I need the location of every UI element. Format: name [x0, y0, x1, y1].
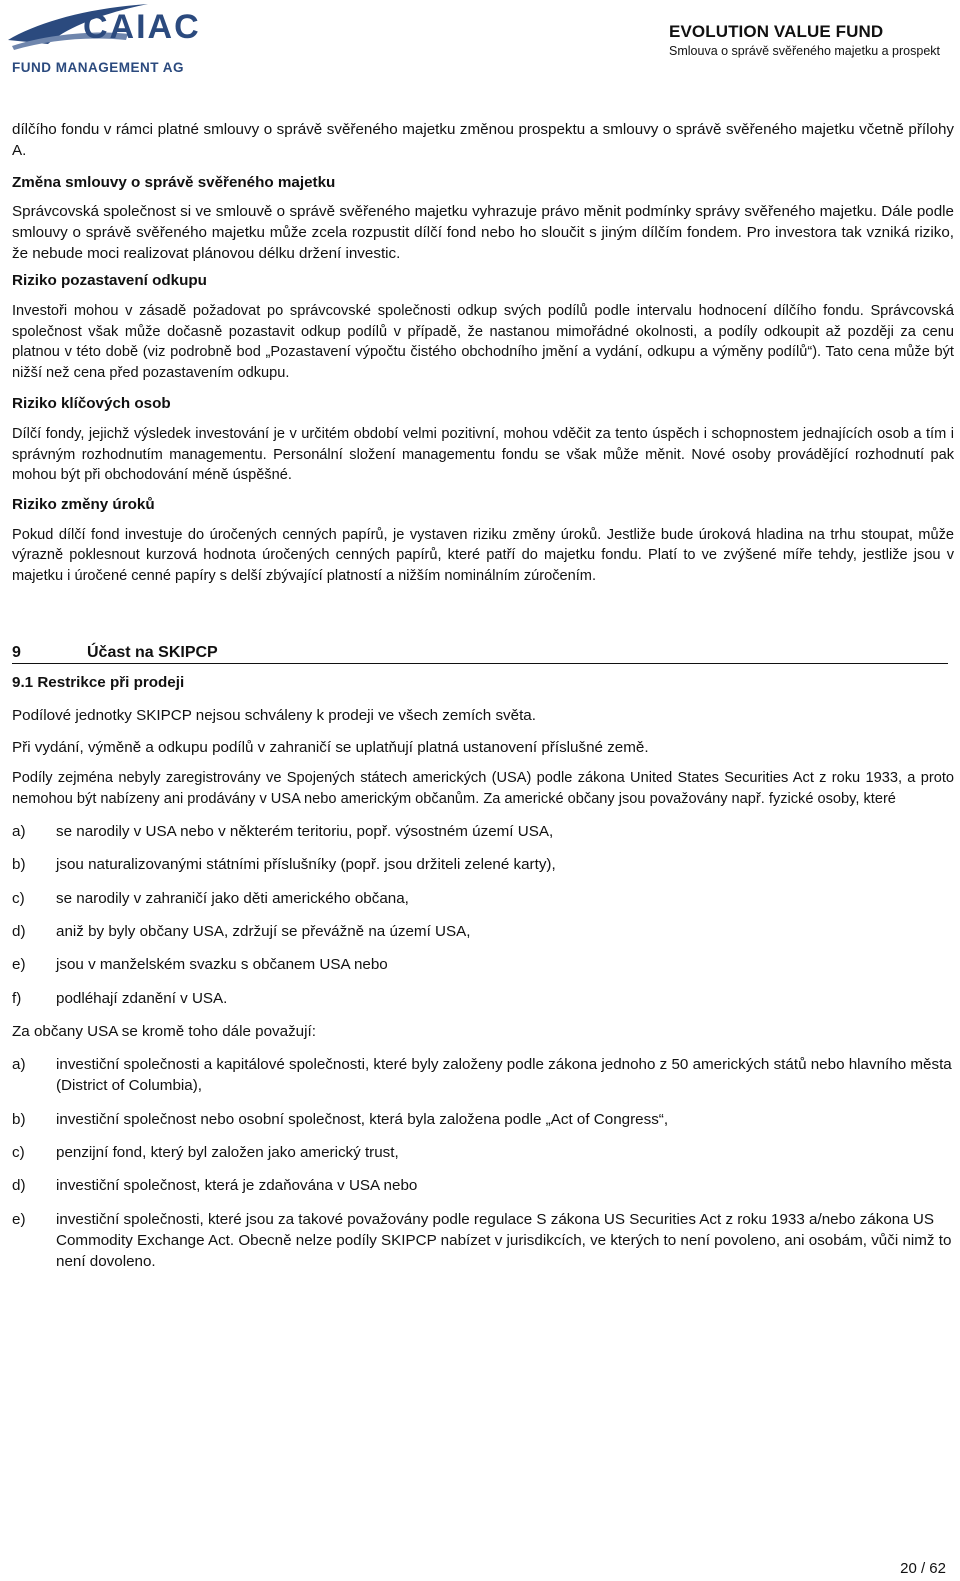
- list-item: [12, 1142, 954, 1163]
- list-item-text: se narodily v zahraničí jako děti amerického občana,: [56, 889, 409, 907]
- page-number: 20 / 62: [900, 1560, 946, 1577]
- sale-restriction-paragraph-2: Při vydání, výměně a odkupu podílů v zahraničí se uplatňují platná ustanovení příslušné země.: [12, 738, 649, 756]
- section-heading-interest-change: Riziko změny úroků: [12, 495, 155, 513]
- us-entities-list: [12, 1054, 954, 1272]
- also-considered-paragraph: Za občany USA se kromě toho dále považují:: [12, 1022, 316, 1040]
- list-item-label: b): [12, 1110, 26, 1128]
- list-item-label: e): [12, 1210, 26, 1228]
- list-item: [12, 888, 954, 909]
- section-heading-redemption-suspension: Riziko pozastavení odkupu: [12, 272, 207, 290]
- fund-subtitle: Smlouva o správě svěřeného majetku a prospekt: [669, 44, 940, 58]
- list-item: [12, 921, 954, 942]
- list-item-text: investiční společnosti, které jsou za takové považovány podle regulace S zákona US Securities Act z roku 1933 a/nebo zákona US Commodity Exchange Act. Obecně nelze podíly SKIPCP nabízet v jurisdikcích, ve kterých to není povoleno, ani osobám, vůči nimž to není dovoleno.: [56, 1210, 952, 1271]
- list-item-label: a): [12, 823, 26, 841]
- list-item-label: d): [12, 922, 26, 940]
- us-persons-list: [12, 821, 954, 1009]
- list-item-text: se narodily v USA nebo v některém teritoriu, popř. výsostném území USA,: [56, 823, 554, 841]
- chapter-number: 9: [12, 644, 21, 662]
- list-item: [12, 1109, 954, 1130]
- logo-wordmark: CAIAC: [83, 8, 201, 46]
- sale-restriction-paragraph-3: Podíly zejména nebyly zaregistrovány ve Spojených státech amerických (USA) podle zákona United States Securities Act z roku 1933, a proto nemohou být nabízeny ani prodávány v USA nebo americkým občanům. Za americké občany jsou považovány např. fyzické osoby, které: [12, 770, 954, 807]
- list-item: [12, 1209, 954, 1273]
- list-item: [12, 954, 954, 975]
- list-item: [12, 1175, 954, 1196]
- list-item-text: penzijní fond, který byl založen jako americký trust,: [56, 1144, 399, 1162]
- list-item-label: c): [12, 889, 25, 907]
- list-item-label: e): [12, 956, 26, 974]
- interest-change-paragraph: Pokud dílčí fond investuje do úročených cenných papírů, je vystaven riziku změny úroků. Jestliže bude úroková hladina na trhu stoupat, může výrazně poklesnout kurzová hodnota úročených cenných papírů, které patří do majetku fondu. Platí to ve zvýšené míře tehdy, jestliže jsou v majetku i úročené cenné papíry s delší zbývající platností a nižším nominálním zúročením.: [12, 526, 954, 584]
- fund-name: EVOLUTION VALUE FUND: [669, 22, 884, 41]
- list-item-text: investiční společnosti a kapitálové společnosti, které byly založeny podle zákona jednoho z 50 amerických států nebo hlavního města (District of Columbia),: [56, 1056, 952, 1095]
- list-item-text: investiční společnost nebo osobní společnost, která byla založena podle „Act of Congress“,: [56, 1110, 669, 1128]
- page-header: [0, 0, 960, 80]
- redemption-suspension-paragraph: Investoři mohou v zásadě požadovat po správcovské společnosti odkup svých podílů podle intervalu hodnocení dílčího fondu. Správcovská společnost však může dočasně pozastavit odkup podílů v případě, že nastanou mimořádné okolnosti, a podíly odkoupit až později za cenu platnou v této době (viz podrobně bod „Pozastavení výpočtu čistého obchodního jmění a vydání, odkupu a výměny podílů“). Tato cena může být nižší než cena před pozastavením odkupu.: [12, 303, 954, 381]
- key-persons-paragraph: Dílčí fondy, jejichž výsledek investování je v určitém období velmi pozitivní, mohou vděčit za tento úspěch i schopnostem jednajících osob a tím i správným rozhodnutím managementu. Personální složení managementu fondu se však může měnit. Nové osoby provádějící rozhodnutí pak mohou být při obchodování méně úspěšné.: [12, 426, 954, 484]
- intro-paragraph: dílčího fondu v rámci platné smlouvy o správě svěřeného majetku změnou prospektu a smlouvy o správě svěřeného majetku včetně přílohy A.: [12, 121, 954, 160]
- section-heading-key-persons: Riziko klíčových osob: [12, 395, 171, 413]
- header-fund-title: [669, 22, 940, 58]
- company-logo: [8, 0, 223, 76]
- list-item-label: b): [12, 856, 26, 874]
- list-item-text: podléhají zdanění v USA.: [56, 989, 228, 1007]
- document-body: [12, 119, 954, 1273]
- contract-change-paragraph: Správcovská společnost si ve smlouvě o správě svěřeného majetku vyhrazuje právo měnit podmínky správy svěřeného majetku. Dále podle smlouvy o správě svěřeného majetku může zcela rozpustit dílčí fond nebo ho sloučit s jiným dílčím fondem. Pro investora tak vzniká riziko, že nebude moci realizovat plánovou délku držení investic.: [12, 202, 954, 263]
- list-item-label: f): [12, 989, 22, 1007]
- list-item: [12, 854, 954, 875]
- list-item: [12, 988, 954, 1009]
- section-heading-contract-change: Změna smlouvy o správě svěřeného majetku: [12, 173, 336, 191]
- chapter-title: Účast na SKIPCP: [87, 644, 218, 662]
- list-item: [12, 1054, 954, 1097]
- caiac-logo-graphic: [8, 0, 223, 76]
- subsection-heading: 9.1 Restrikce při prodeji: [12, 674, 185, 692]
- list-item: [12, 821, 954, 842]
- list-item-text: jsou v manželském svazku s občanem USA nebo: [56, 956, 388, 974]
- list-item-text: jsou naturalizovanými státními příslušníky (popř. jsou držiteli zelené karty),: [56, 856, 556, 874]
- list-item-label: d): [12, 1177, 26, 1195]
- list-item-label: c): [12, 1144, 25, 1162]
- list-item-text: aniž by byly občany USA, zdržují se převážně na území USA,: [56, 922, 471, 940]
- logo-tagline: FUND MANAGEMENT AG: [12, 60, 184, 75]
- chapter-heading: [12, 644, 948, 664]
- list-item-label: a): [12, 1056, 26, 1074]
- list-item-text: investiční společnost, která je zdaňována v USA nebo: [56, 1177, 418, 1195]
- sale-restriction-paragraph-1: Podílové jednotky SKIPCP nejsou schváleny k prodeji ve všech zemích světa.: [12, 707, 536, 725]
